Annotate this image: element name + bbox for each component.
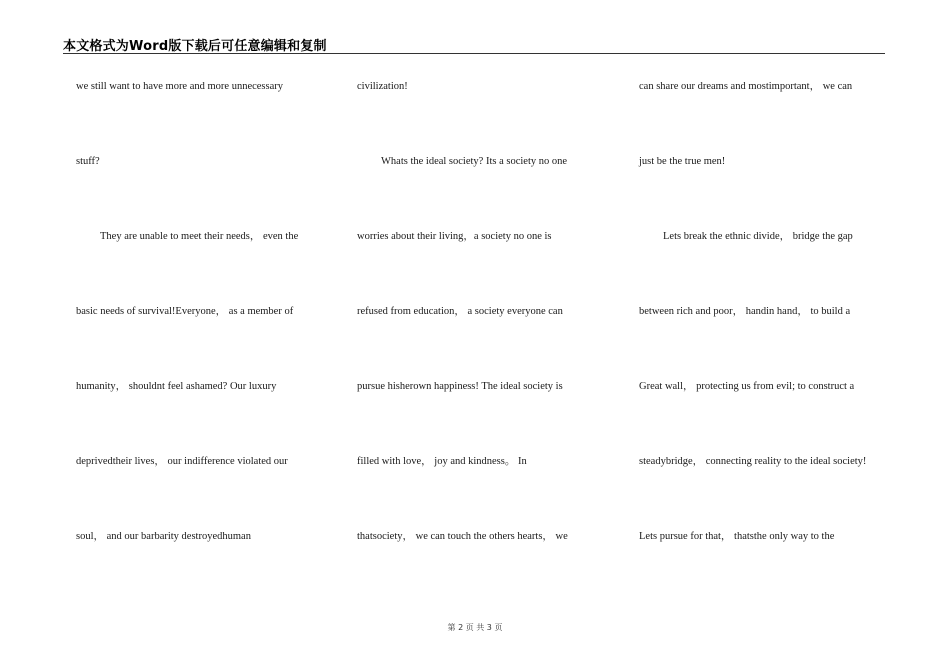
document-header-title: 本文格式为Word版下载后可任意编辑和复制 (63, 39, 327, 54)
text-line: stuff? (76, 156, 100, 167)
text-line: just be the true men! (639, 156, 726, 167)
text-line: Lets pursue for that， thatsthe only way to the (639, 531, 835, 542)
text-line: between rich and poor， handin hand， to build a (639, 306, 851, 317)
text-line: filled with love， joy and kindness。 In (357, 456, 527, 467)
text-line: pursue hisherown happiness! The ideal society is (357, 381, 563, 392)
text-line: Whats the ideal society? Its a society no one (381, 156, 568, 167)
text-line: steadybridge， connecting reality to the ideal society! (639, 456, 867, 467)
text-line: can share our dreams and mostimportant， we can (639, 81, 853, 92)
text-line: we still want to have more and more unnecessary (76, 81, 284, 92)
text-line: civilization! (357, 81, 408, 92)
header-divider (63, 53, 885, 54)
text-line: deprivedtheir lives， our indifference violated our (76, 456, 288, 467)
text-line: humanity， shouldnt feel ashamed? Our luxury (76, 381, 277, 392)
text-line: basic needs of survival!Everyone， as a member of (76, 306, 294, 317)
text-line: refused from education， a society everyone can (357, 306, 563, 317)
text-line: soul， and our barbarity destroyedhuman (76, 531, 251, 542)
text-line: worries about their living，a society no one is (357, 231, 552, 242)
text-line: thatsociety， we can touch the others hearts， we (357, 531, 568, 542)
page-number-footer: 第 2 页 共 3 页 (447, 623, 503, 632)
text-line: Lets break the ethnic divide， bridge the gap (663, 231, 853, 242)
text-line: Great wall， protecting us from evil; to construct a (639, 381, 855, 392)
text-line: They are unable to meet their needs， even the (100, 231, 299, 242)
